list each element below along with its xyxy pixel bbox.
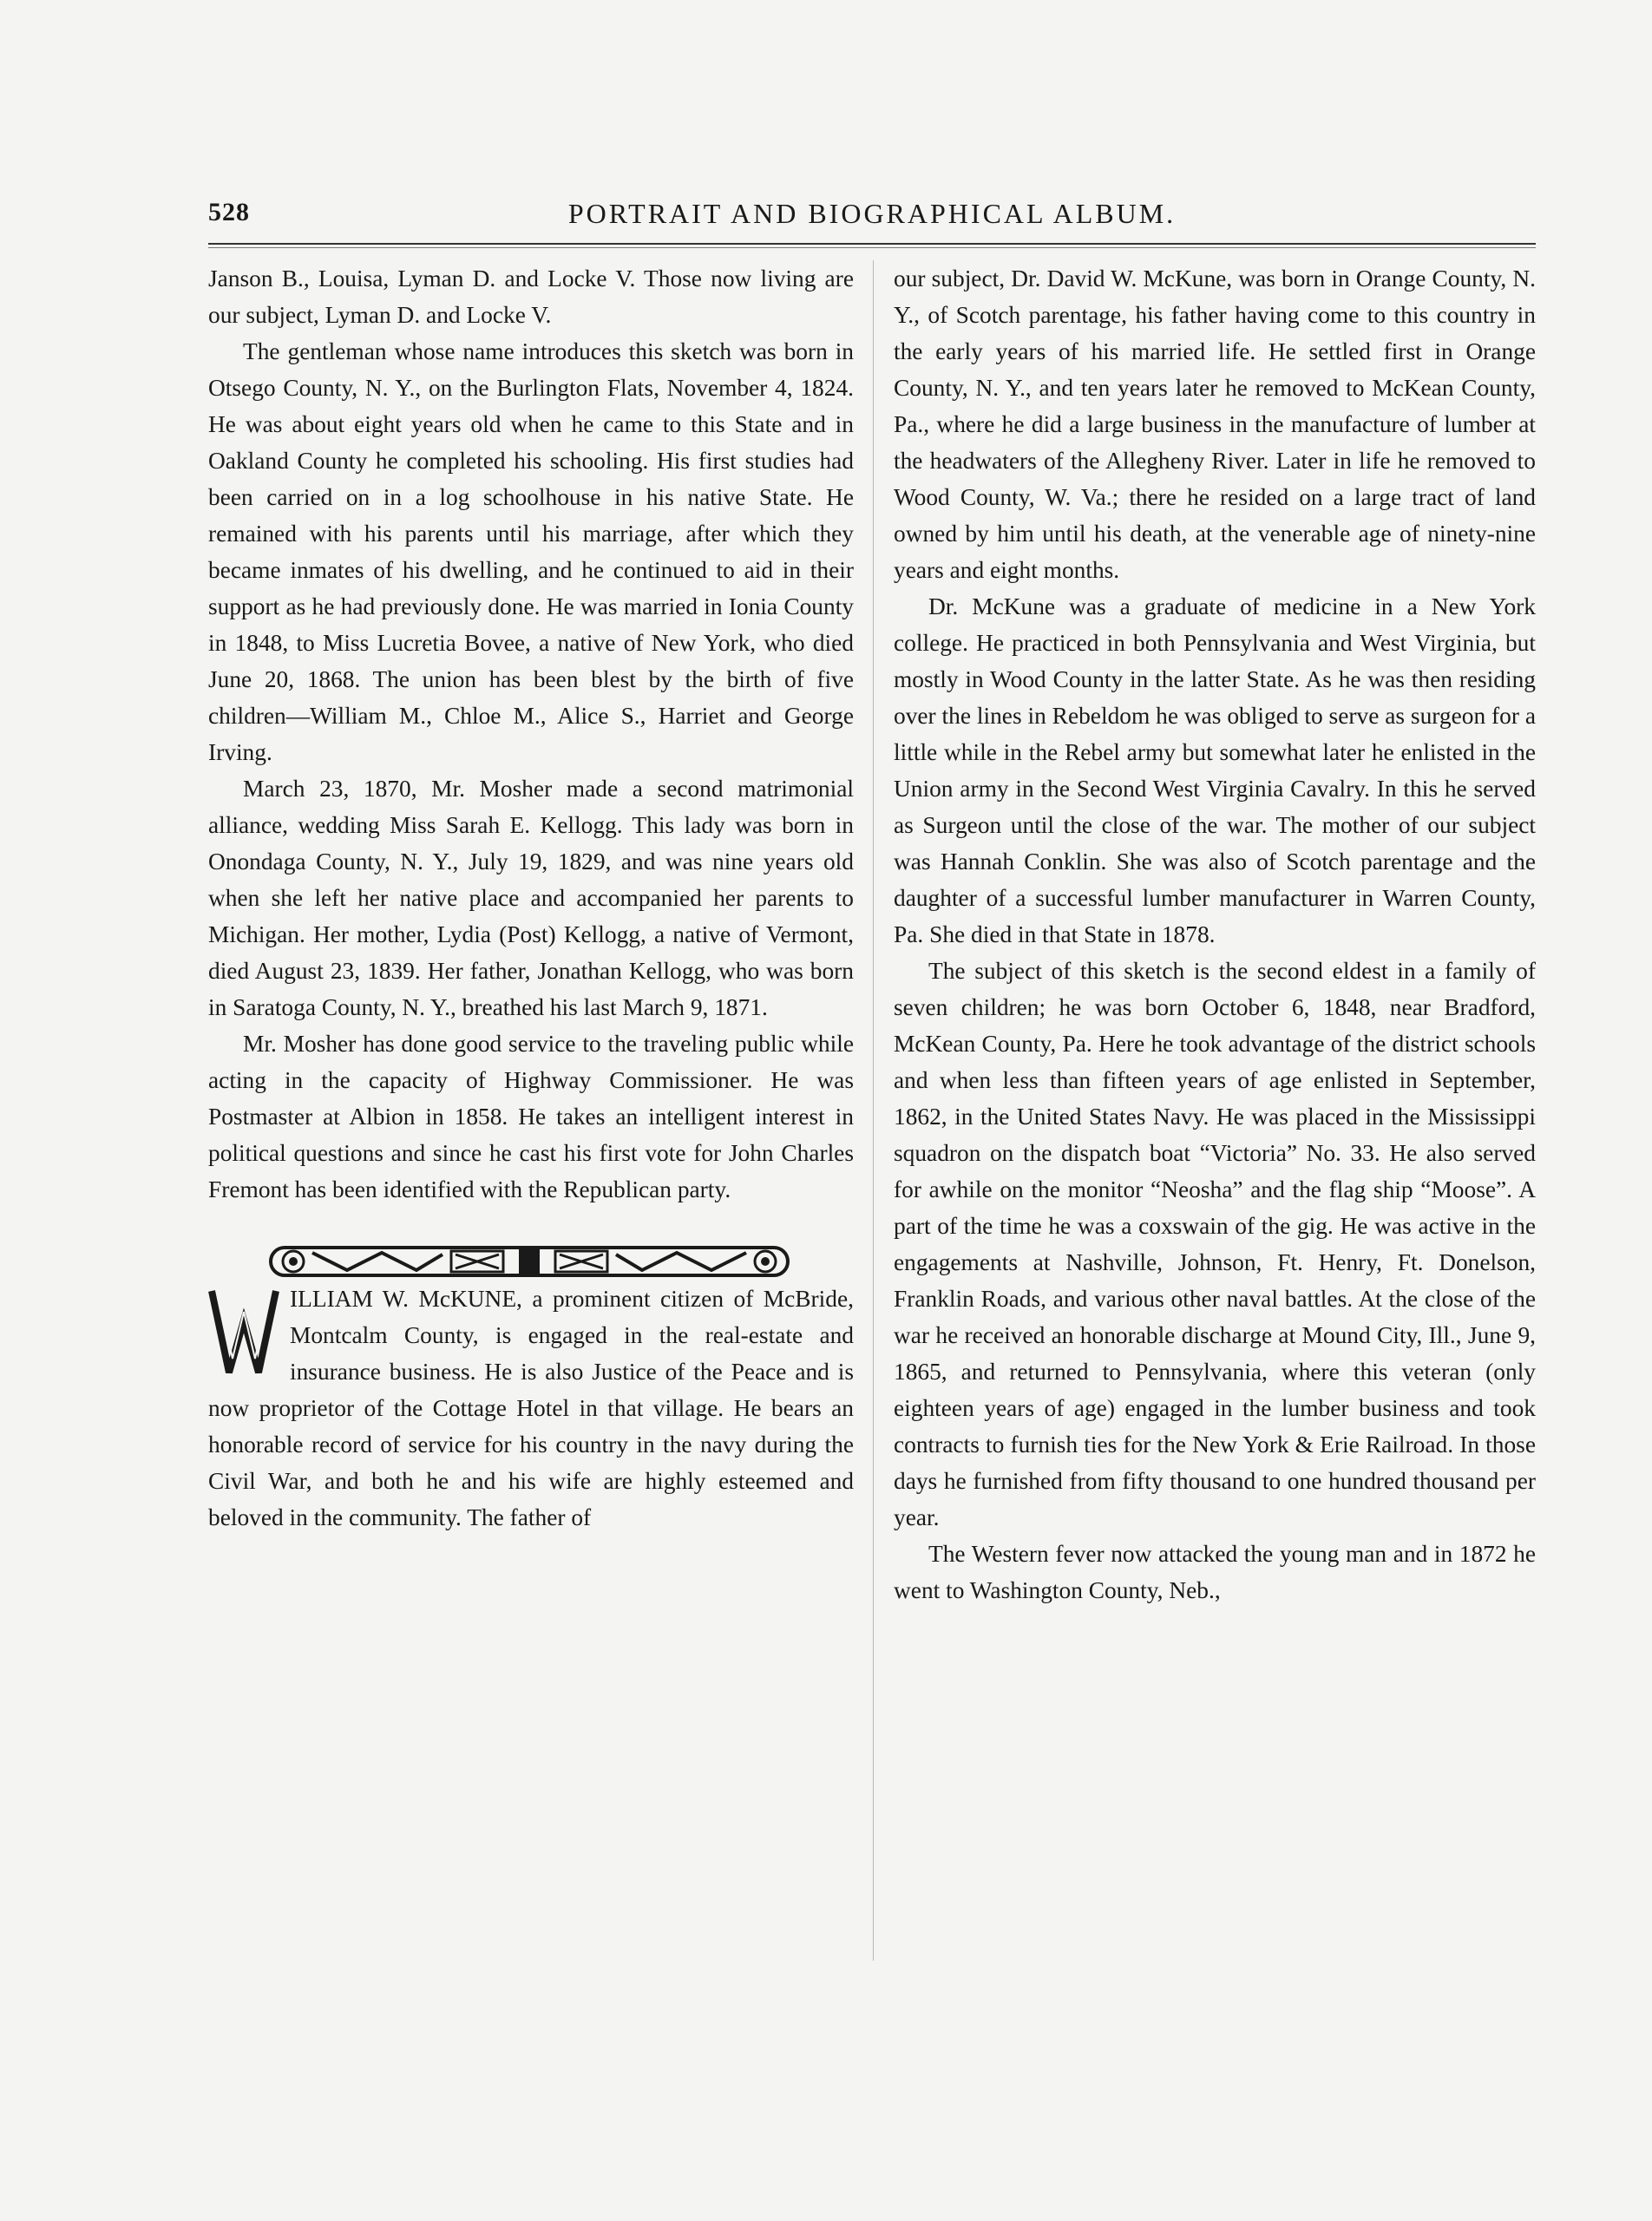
paragraph: Mr. Mosher has done good service to the traveling public while acting in the capacity of Highway Commissioner. He was Postmaster at Albion in 1858. He takes an intelligent interest in political questions and since he cast his first vote for John Charles Fremont has been identified with the Republican party. bbox=[208, 1031, 854, 1202]
page-number: 528 bbox=[208, 198, 250, 226]
paragraph: The Western fever now attacked the young man and in 1872 he went to Washington County, Neb., bbox=[894, 1541, 1536, 1603]
left-column bbox=[208, 260, 854, 1536]
header-rule bbox=[208, 243, 1536, 248]
paragraph: The subject of this sketch is the second eldest in a family of seven children; he was born October 6, 1848, near Bradford, McKean County, Pa. Here he took advantage of the district schools and when less than fifteen years of age enlisted in September, 1862, in the United States Navy. He was placed in the Mississippi squadron on the dispatch boat “Victoria” No. 33. He also served for awhile on the monitor “Neosha” and the flag ship “Moose”. A part of the time he was a coxswain of the gig. He was active in the engagements at Nashville, Johnson, Ft. Henry, Ft. Donelson, Franklin Roads, and various other naval battles. At the close of the war he received an honorable discharge at Mound City, Ill., June 9, 1865, and returned to Pennsylvania, where this veteran (only eighteen years of age) engaged in the lumber business and took contracts to furnish ties for the New York & Erie Railroad. In those days he furnished from fifty thousand to one hundred thousand per year. bbox=[894, 958, 1536, 1530]
column-divider bbox=[873, 260, 874, 1961]
drop-cap-w-icon bbox=[208, 1286, 279, 1379]
page-header bbox=[208, 198, 1536, 241]
paragraph: March 23, 1870, Mr. Mosher made a second matrimonial alliance, wedding Miss Sarah E. Kellogg. This lady was born in Onondaga County, N. Y., July 19, 1829, and was nine years old when she left her native place and accompanied her parents to Michigan. Her mother, Lydia (Post) Kellogg, a native of Vermont, died August 23, 1839. Her father, Jonathan Kellogg, who was born in Saratoga County, N. Y., breathed his last March 9, 1871. bbox=[208, 776, 854, 1020]
paragraph-text: ILLIAM W. McKUNE, a prominent citizen of McBride, Montcalm County, is engaged in the real-estate and insurance business. He is also Justice of the Peace and is now proprietor of the Cottage Hotel in that village. He bears an honorable record of service for his country in the navy during the Civil War, and both he and his wife are highly esteemed and beloved in the community. The father of bbox=[208, 1286, 854, 1530]
running-title: PORTRAIT AND BIOGRAPHICAL ALBUM. bbox=[567, 198, 1177, 229]
paragraph: Janson B., Louisa, Lyman D. and Locke V. Those now living are our subject, Lyman D. and Locke V. bbox=[208, 265, 854, 328]
right-column bbox=[894, 260, 1536, 1608]
ornamental-divider-icon bbox=[269, 1242, 790, 1281]
paragraph: Dr. McKune was a graduate of medicine in a New York college. He practiced in both Pennsylvania and West Virginia, but mostly in Wood County in the latter State. As he was then residing over the lines in Rebeldom he was obliged to serve as surgeon for a little while in the Rebel army but somewhat later he enlisted in the Union army in the Second West Virginia Cavalry. In this he served as Surgeon until the close of the war. The mother of our subject was Hannah Conklin. She was also of Scotch parentage and the daughter of a successful lumber manufacturer in Warren County, Pa. She died in that State in 1878. bbox=[894, 593, 1536, 947]
paragraph: The gentleman whose name introduces this sketch was born in Otsego County, N. Y., on the Burlington Flats, November 4, 1824. He was about eight years old when he came to this State and in Oakland County he completed his schooling. His first studies had been carried on in a log schoolhouse in his native State. He remained with his parents until his marriage, after which they became inmates of his dwelling, and he continued to aid in their support as he had previously done. He was married in Ionia County in 1848, to Miss Lucretia Bovee, a native of New York, who died June 20, 1868. The union has been blest by the birth of five children—William M., Chloe M., Alice S., Harriet and George Irving. bbox=[208, 338, 854, 765]
paragraph bbox=[208, 1281, 854, 1536]
paragraph: our subject, Dr. David W. McKune, was born in Orange County, N. Y., of Scotch parentage, his father having come to this country in the early years of his married life. He settled first in Orange County, N. Y., and ten years later he removed to McKean County, Pa., where he did a large business in the manufacture of lumber at the headwaters of the Allegheny River. Later in life he removed to Wood County, W. Va.; there he resided on a large tract of land owned by him until his death, at the venerable age of ninety-nine years and eight months. bbox=[894, 265, 1536, 583]
